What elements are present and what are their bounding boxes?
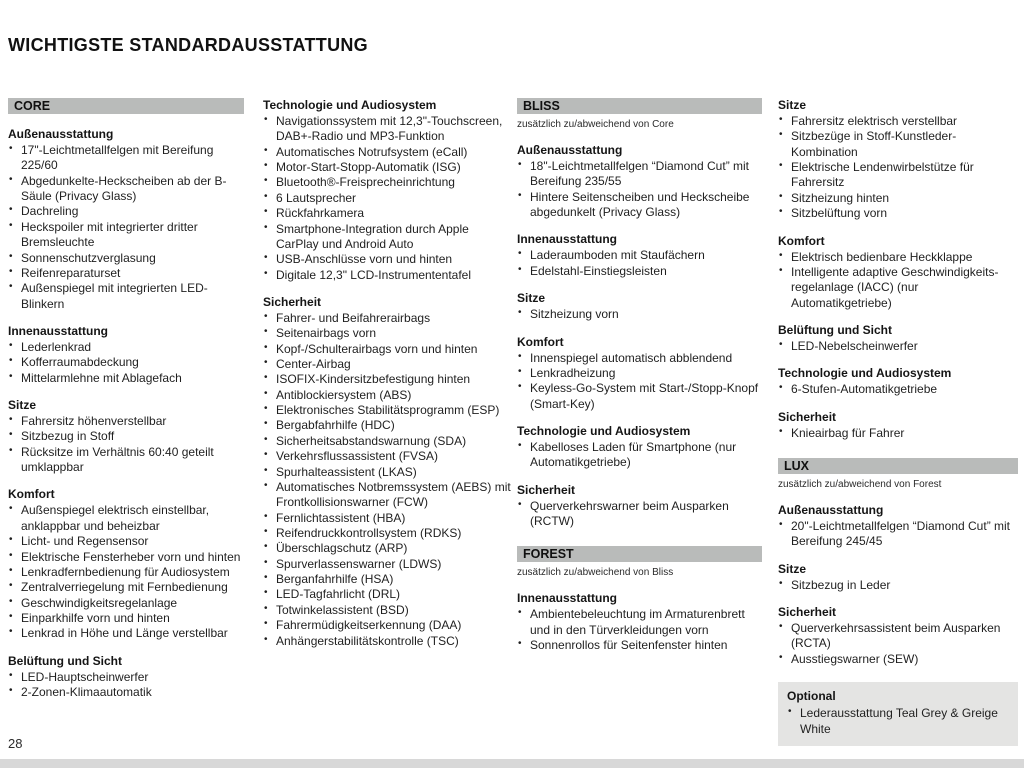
section-heading: Sitze	[517, 291, 546, 306]
section-heading: Komfort	[8, 487, 55, 502]
section-heading: Technologie und Audiosystem	[778, 366, 952, 381]
list-item: • Querverkehrswarner beim Ausparken (RCTW)	[517, 499, 762, 530]
list-item: • Lenkradheizung	[517, 366, 762, 381]
list-item: • Lenkradfernbedienung für Audiosystem	[8, 565, 244, 580]
section-heading: Außenausstattung	[517, 143, 623, 157]
list-item: • Totwinkelassistent (BSD)	[263, 603, 512, 618]
list-item: • Dachreling	[8, 204, 244, 219]
list-item: • USB-Anschlüsse vorn und hinten	[263, 252, 512, 267]
list-item: • Elektrische Lendenwirbelstütze für Fahrersitz	[778, 160, 1018, 191]
section-heading: Innenausstattung	[517, 591, 618, 606]
list-item: • Keyless-Go-System mit Start-/Stopp-Knopf (Smart-Key)	[517, 381, 762, 412]
list-item: • Berganfahrhilfe (HSA)	[263, 572, 512, 587]
section-komfort	[8, 487, 244, 641]
list-item: • Motor-Start-Stopp-Automatik (ISG)	[263, 160, 512, 175]
list-item: • Sitzbelüftung vorn	[778, 206, 1018, 221]
list-item: • 18"-Leichtmetallfelgen “Diamond Cut” mit Bereifung 235/55	[517, 159, 762, 190]
list-item: • Lederlenkrad	[8, 340, 244, 355]
list-item: • Außenspiegel mit integrierten LED-Blinkern	[8, 281, 244, 312]
section-heading: Außenausstattung	[778, 503, 884, 518]
section-heading: Sitze	[778, 98, 807, 112]
list-item: • Außenspiegel elektrisch einstellbar, anklappbar und beheizbar	[8, 503, 244, 534]
item-list	[8, 670, 244, 701]
list-item: • Einparkhilfe vorn und hinten	[8, 611, 244, 626]
section-belüftung-und-sicht	[8, 654, 244, 701]
optional-box	[778, 682, 1018, 746]
section-sicherheit	[263, 295, 512, 649]
item-list	[8, 503, 244, 641]
list-item: • Elektrische Fensterheber vorn und hinten	[8, 550, 244, 565]
section-heading: Technologie und Audiosystem	[263, 98, 437, 112]
list-item: • Heckspoiler mit integrierter dritter Bremsleuchte	[8, 220, 244, 251]
tier-header-bliss	[517, 98, 762, 130]
item-list	[517, 351, 762, 412]
list-item: • Automatisches Notbremssystem (AEBS) mit Frontkollisionswarner (FCW)	[263, 480, 512, 511]
list-item: • Innenspiegel automatisch abblendend	[517, 351, 762, 366]
list-item: • Knieairbag für Fahrer	[778, 426, 1018, 441]
section-technologie-und-audiosystem	[517, 424, 762, 471]
core-column	[8, 98, 244, 712]
list-item: • Automatisches Notrufsystem (eCall)	[263, 145, 512, 160]
section-heading: Außenausstattung	[8, 127, 114, 141]
list-item: • Fahrermüdigkeitserkennung (DAA)	[263, 618, 512, 633]
item-list	[778, 519, 1018, 550]
list-item: • ISOFIX-Kindersitzbefestigung hinten	[263, 372, 512, 387]
list-item: • Sicherheitsabstandswarnung (SDA)	[263, 434, 512, 449]
list-item: • Abgedunkelte-Heckscheiben ab der B-Säule (Privacy Glass)	[8, 174, 244, 205]
list-item: • Navigationssystem mit 12,3"-Touchscreen, DAB+-Radio und MP3-Funktion	[263, 114, 512, 145]
list-item: • Fernlichtassistent (HBA)	[263, 511, 512, 526]
section-heading: Innenausstattung	[517, 232, 618, 247]
list-item: • Lederausstattung Teal Grey & Greige White	[787, 706, 1009, 737]
forest-lux-column	[778, 98, 1018, 746]
list-item: • Fahrer- und Beifahrerairbags	[263, 311, 512, 326]
list-item: • Hintere Seitenscheiben und Heckscheibe abgedunkelt (Privacy Glass)	[517, 190, 762, 221]
list-item: • Spurverlassenswarner (LDWS)	[263, 557, 512, 572]
page-title: WICHTIGSTE STANDARDAUSSTATTUNG	[8, 35, 368, 55]
section-innenausstattung	[517, 232, 762, 279]
list-item: • Edelstahl-Einstiegsleisten	[517, 264, 762, 279]
section-heading: Komfort	[517, 334, 564, 349]
list-item: • Spurhalteassistent (LKAS)	[263, 465, 512, 480]
tier-bar-lux: LUX	[778, 458, 1018, 474]
section-heading: Komfort	[778, 233, 825, 248]
list-item: • Reifenreparaturset	[8, 266, 244, 281]
list-item: • Digitale 12,3" LCD-Instrumententafel	[263, 268, 512, 283]
section-sitze	[778, 562, 1018, 593]
tier-header-lux	[778, 458, 1018, 490]
core-column-continued	[263, 98, 512, 661]
list-item: • Mittelarmlehne mit Ablagefach	[8, 371, 244, 386]
item-list	[517, 159, 762, 220]
section-sitze	[8, 398, 244, 475]
section-heading: Sicherheit	[778, 409, 837, 424]
list-item: • Rückfahrkamera	[263, 206, 512, 221]
section-außenausstattung	[517, 143, 762, 220]
list-item: • Sonnenrollos für Seitenfenster hinten	[517, 638, 762, 653]
list-item: • 17"-Leichtmetallfelgen mit Bereifung 225/60	[8, 143, 244, 174]
list-item: • Kofferraumabdeckung	[8, 355, 244, 370]
list-item: • Geschwindigkeitsregelanlage	[8, 596, 244, 611]
section-heading: Belüftung und Sicht	[778, 322, 892, 337]
item-list	[8, 340, 244, 386]
item-list	[263, 114, 512, 283]
tier-bar-forest: FOREST	[517, 546, 762, 562]
list-item: • Ambientebeleuchtung im Armaturenbrett und in den Türverkleidungen vorn	[517, 607, 762, 638]
item-list	[778, 426, 1018, 441]
list-item: • LED-Tagfahrlicht (DRL)	[263, 587, 512, 602]
section-heading: Technologie und Audiosystem	[517, 423, 691, 438]
list-item: • Smartphone-Integration durch Apple CarPlay und Android Auto	[263, 222, 512, 253]
tier-header-forest	[517, 546, 762, 578]
section-heading: Sicherheit	[263, 294, 322, 309]
list-item: • LED-Nebelscheinwerfer	[778, 339, 1018, 354]
section-heading: Sitze	[778, 561, 807, 576]
list-item: • Rücksitze im Verhältnis 60:40 geteilt umklappbar	[8, 445, 244, 476]
item-list	[8, 143, 244, 312]
list-item: • Verkehrsflussassistent (FVSA)	[263, 449, 512, 464]
section-technologie-und-audiosystem	[263, 98, 512, 283]
list-item: • Zentralverriegelung mit Fernbedienung	[8, 580, 244, 595]
list-item: • Center-Airbag	[263, 357, 512, 372]
list-item: • 2-Zonen-Klimaautomatik	[8, 685, 244, 700]
tier-subtitle: zusätzlich zu/abweichend von Bliss	[517, 567, 674, 579]
list-item: • Seitenairbags vorn	[263, 326, 512, 341]
list-item: • 20"-Leichtmetallfelgen “Diamond Cut” mit Bereifung 245/45	[778, 519, 1018, 550]
section-sicherheit	[778, 410, 1018, 441]
list-item: • Sitzbezug in Leder	[778, 578, 1018, 593]
list-item: • Fahrersitz elektrisch verstellbar	[778, 114, 1018, 129]
item-list	[778, 250, 1018, 311]
section-heading: Innenausstattung	[8, 323, 109, 338]
tier-bar-core: CORE	[8, 98, 244, 114]
page-number: 28	[8, 736, 23, 751]
list-item: • Sitzheizung vorn	[517, 307, 762, 322]
bliss-forest-column	[517, 98, 762, 665]
section-sicherheit	[778, 605, 1018, 667]
list-item: • Sonnenschutzverglasung	[8, 251, 244, 266]
tier-subtitle: zusätzlich zu/abweichend von Core	[517, 119, 674, 130]
footer-bar	[0, 759, 1024, 768]
list-item: • Überschlagschutz (ARP)	[263, 541, 512, 556]
list-item: • Sitzheizung hinten	[778, 191, 1018, 206]
section-heading: Sitze	[8, 398, 37, 413]
item-list	[787, 706, 1009, 737]
list-item: • Bluetooth®-Freisprecheinrichtung	[263, 175, 512, 190]
section-innenausstattung	[8, 324, 244, 386]
section-innenausstattung	[517, 591, 762, 653]
list-item: • Antiblockiersystem (ABS)	[263, 388, 512, 403]
list-item: • Sitzbezüge in Stoff-Kunstleder-Kombination	[778, 129, 1018, 160]
section-heading: Optional	[787, 689, 836, 704]
tier-header-core	[8, 98, 244, 114]
item-list	[778, 339, 1018, 354]
list-item: • Elektronisches Stabilitätsprogramm (ESP)	[263, 403, 512, 418]
section-außenausstattung	[8, 127, 244, 312]
list-item: • Laderaumboden mit Staufächern	[517, 248, 762, 263]
item-list	[778, 382, 1018, 397]
section-heading: Sicherheit	[778, 605, 837, 620]
tier-bar-bliss: BLISS	[517, 98, 762, 114]
section-belüftung-und-sicht	[778, 323, 1018, 354]
item-list	[263, 311, 512, 649]
list-item: • Lenkrad in Höhe und Länge verstellbar	[8, 626, 244, 641]
tier-subtitle: zusätzlich zu/abweichend von Forest	[778, 479, 942, 491]
section-sitze	[517, 291, 762, 322]
list-item: • Sitzbezug in Stoff	[8, 429, 244, 444]
list-item: • Kopf-/Schulterairbags vorn und hinten	[263, 342, 512, 357]
list-item: • Fahrersitz höhenverstellbar	[8, 414, 244, 429]
item-list	[778, 621, 1018, 667]
item-list	[778, 578, 1018, 593]
list-item: • Reifendruckkontrollsystem (RDKS)	[263, 526, 512, 541]
section-technologie-und-audiosystem	[778, 366, 1018, 397]
section-sitze	[778, 98, 1018, 222]
section-sicherheit	[517, 483, 762, 530]
item-list	[778, 114, 1018, 222]
list-item: • Ausstiegswarner (SEW)	[778, 652, 1018, 667]
list-item: • Kabelloses Laden für Smartphone (nur Automatikgetriebe)	[517, 440, 762, 471]
section-heading: Sicherheit	[517, 482, 576, 497]
list-item: • LED-Hauptscheinwerfer	[8, 670, 244, 685]
item-list	[517, 607, 762, 653]
list-item: • Querverkehrsassistent beim Ausparken (RCTA)	[778, 621, 1018, 652]
item-list	[517, 248, 762, 279]
list-item: • Bergabfahrhilfe (HDC)	[263, 418, 512, 433]
list-item: • Anhängerstabilitätskontrolle (TSC)	[263, 634, 512, 649]
item-list	[517, 499, 762, 530]
list-item: • 6 Lautsprecher	[263, 191, 512, 206]
list-item: • Intelligente adaptive Geschwindigkeits-regelanlage (IACC) (nur Automatikgetriebe)	[778, 265, 1018, 311]
item-list	[8, 414, 244, 475]
section-außenausstattung	[778, 503, 1018, 550]
item-list	[517, 440, 762, 471]
item-list	[517, 307, 762, 322]
list-item: • Elektrisch bedienbare Heckklappe	[778, 250, 1018, 265]
section-komfort	[517, 335, 762, 412]
list-item: • 6-Stufen-Automatikgetriebe	[778, 382, 1018, 397]
list-item: • Licht- und Regensensor	[8, 534, 244, 549]
section-heading: Belüftung und Sicht	[8, 653, 122, 668]
section-komfort	[778, 234, 1018, 311]
